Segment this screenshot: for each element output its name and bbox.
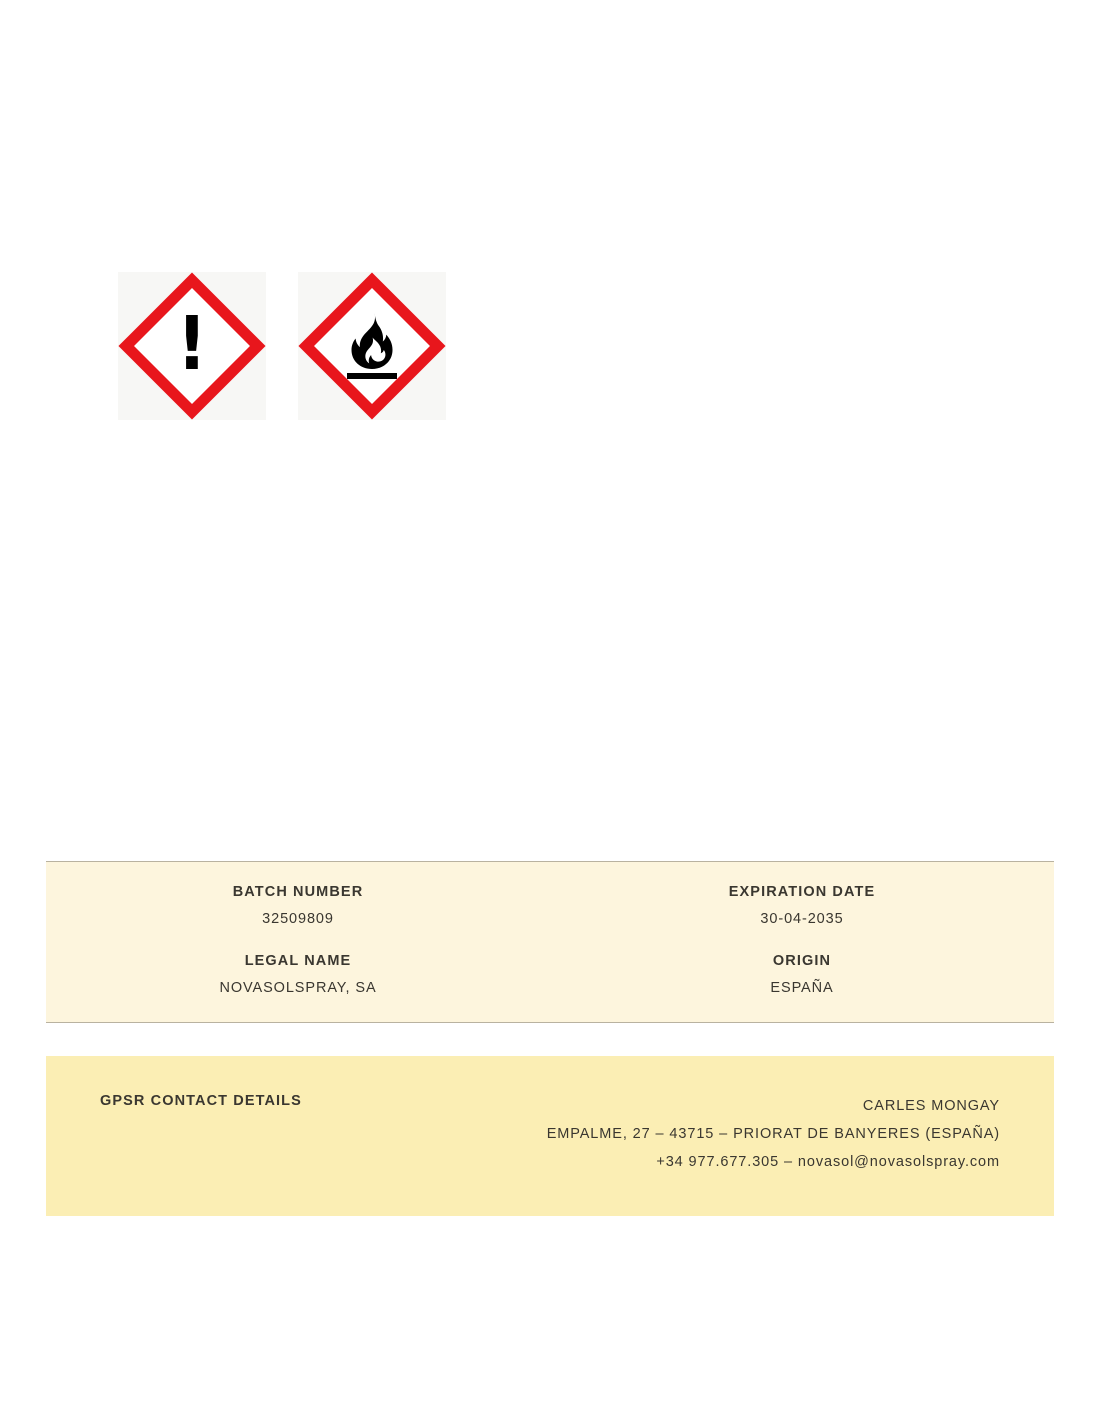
flame-icon	[298, 272, 446, 420]
gpsr-contact-phone-email: +34 977.677.305 – novasol@novasolspray.com	[656, 1154, 1000, 1170]
batch-number-field	[46, 884, 550, 927]
batch-info-panel	[46, 861, 1054, 1023]
origin-value: ESPAÑA	[770, 980, 834, 996]
gpsr-contact-address: EMPALME, 27 – 43715 – PRIORAT DE BANYERES (ESPAÑA)	[546, 1126, 1000, 1142]
gpsr-contact-name: CARLES MONGAY	[862, 1098, 1000, 1114]
expiration-date-value: 30-04-2035	[760, 911, 844, 927]
batch-number-label: BATCH NUMBER	[232, 884, 364, 900]
batch-info-grid	[46, 884, 1054, 996]
gpsr-contact-panel	[46, 1056, 1054, 1216]
expiration-date-label: EXPIRATION DATE	[728, 884, 876, 900]
batch-number-value: 32509809	[262, 911, 334, 927]
gpsr-contact-lines	[547, 1092, 1000, 1176]
legal-name-label: LEGAL NAME	[244, 953, 352, 969]
expiration-date-field	[550, 884, 1054, 927]
origin-field	[550, 953, 1054, 996]
exclamation-mark-pictogram	[118, 272, 266, 420]
legal-name-field	[46, 953, 550, 996]
gpsr-contact-title: GPSR CONTACT DETAILS	[100, 1093, 302, 1109]
flammable-pictogram	[298, 272, 446, 420]
origin-label: ORIGIN	[772, 953, 832, 969]
exclamation-mark-icon: !	[176, 301, 208, 387]
legal-name-value: NOVASOLSPRAY, SA	[219, 980, 377, 996]
flame-baseline	[347, 373, 397, 379]
hazard-pictogram-row	[118, 272, 446, 420]
